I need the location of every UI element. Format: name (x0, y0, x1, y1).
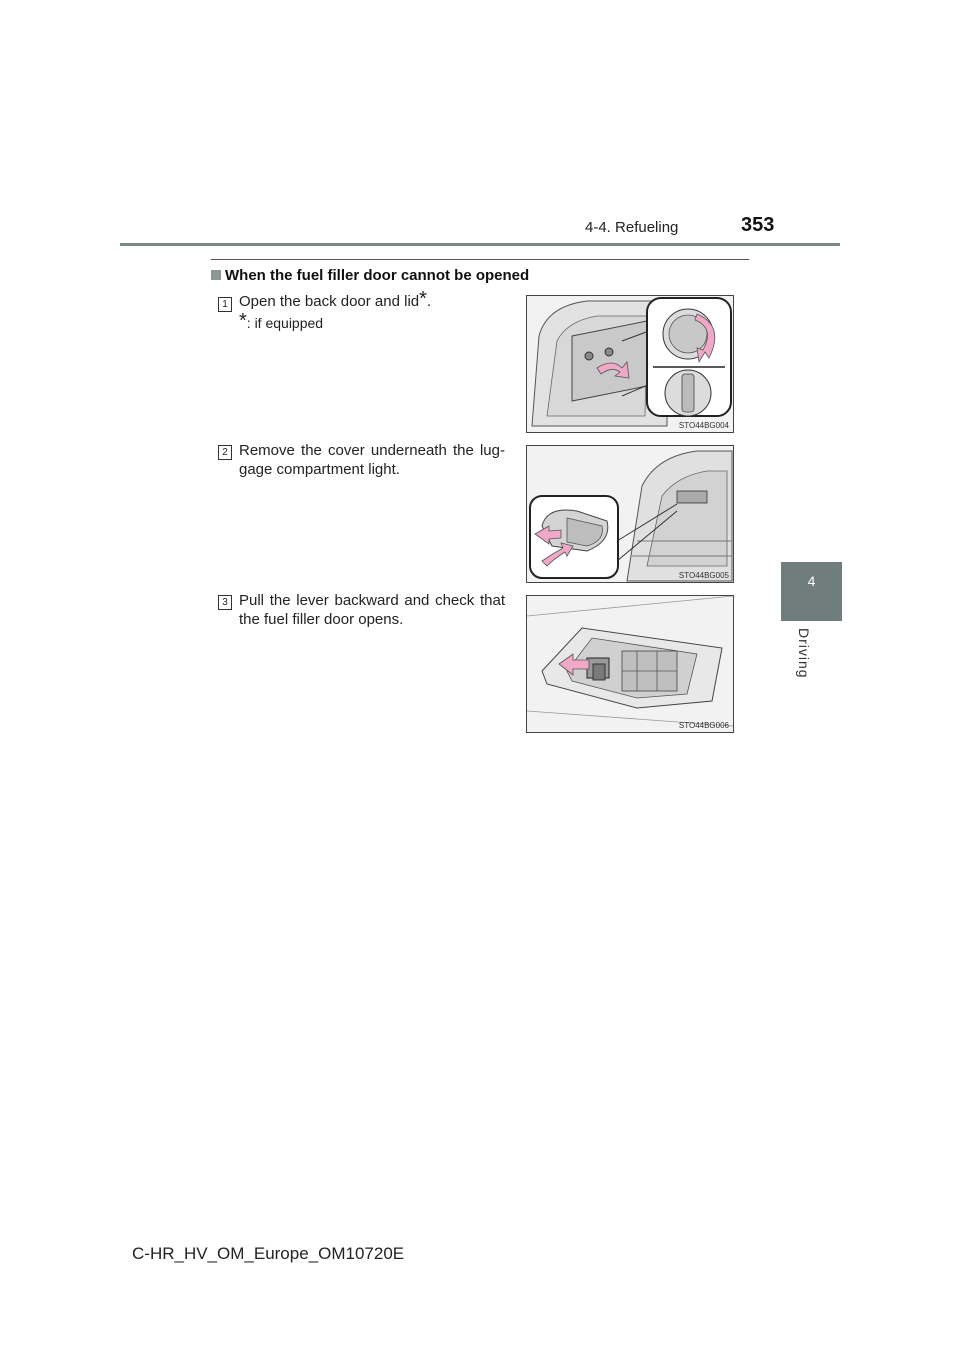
step-1-note (239, 310, 324, 333)
heading-rule (211, 259, 749, 260)
cover-removal-illustration (527, 446, 733, 582)
square-bullet-icon (211, 270, 221, 280)
figure-step-3 (526, 595, 734, 733)
section-heading-text: When the fuel filler door cannot be opened (225, 267, 530, 284)
luggage-lid-illustration (527, 296, 733, 432)
step-number-2: 2 (218, 445, 232, 460)
figure-code: STO44BG006 (678, 721, 729, 730)
step-2-text: Remove the cover underneath the lug-gage compartment light. (239, 442, 505, 478)
lever-illustration (527, 596, 733, 732)
chapter-number: 4 (807, 573, 816, 589)
asterisk-icon: * (239, 310, 247, 332)
step-number-1: 1 (218, 297, 232, 312)
step-3-text: Pull the lever backward and check that the fuel filler door opens. (239, 592, 505, 628)
chapter-tab (781, 562, 842, 621)
figure-code: STO44BG005 (678, 571, 729, 580)
section-title: 4-4. Refueling (585, 219, 679, 236)
figure-step-1 (526, 295, 734, 433)
chapter-title (796, 628, 826, 748)
figure-code: STO44BG004 (678, 421, 729, 430)
chapter-title-text: Driving (796, 628, 812, 679)
step-1-instruction: Open the back door and lid (239, 293, 420, 310)
document-footer: C-HR_HV_OM_Europe_OM10720E (132, 1244, 405, 1263)
step-1-text: Open the back door and lid*. (239, 288, 432, 310)
page-number: 353 (741, 214, 775, 236)
asterisk-icon: * (419, 288, 427, 310)
section-heading (211, 267, 529, 284)
step-1-note-text: : if equipped (246, 315, 324, 331)
figure-step-2 (526, 445, 734, 583)
step-number-3: 3 (218, 595, 232, 610)
header-rule (120, 243, 840, 246)
